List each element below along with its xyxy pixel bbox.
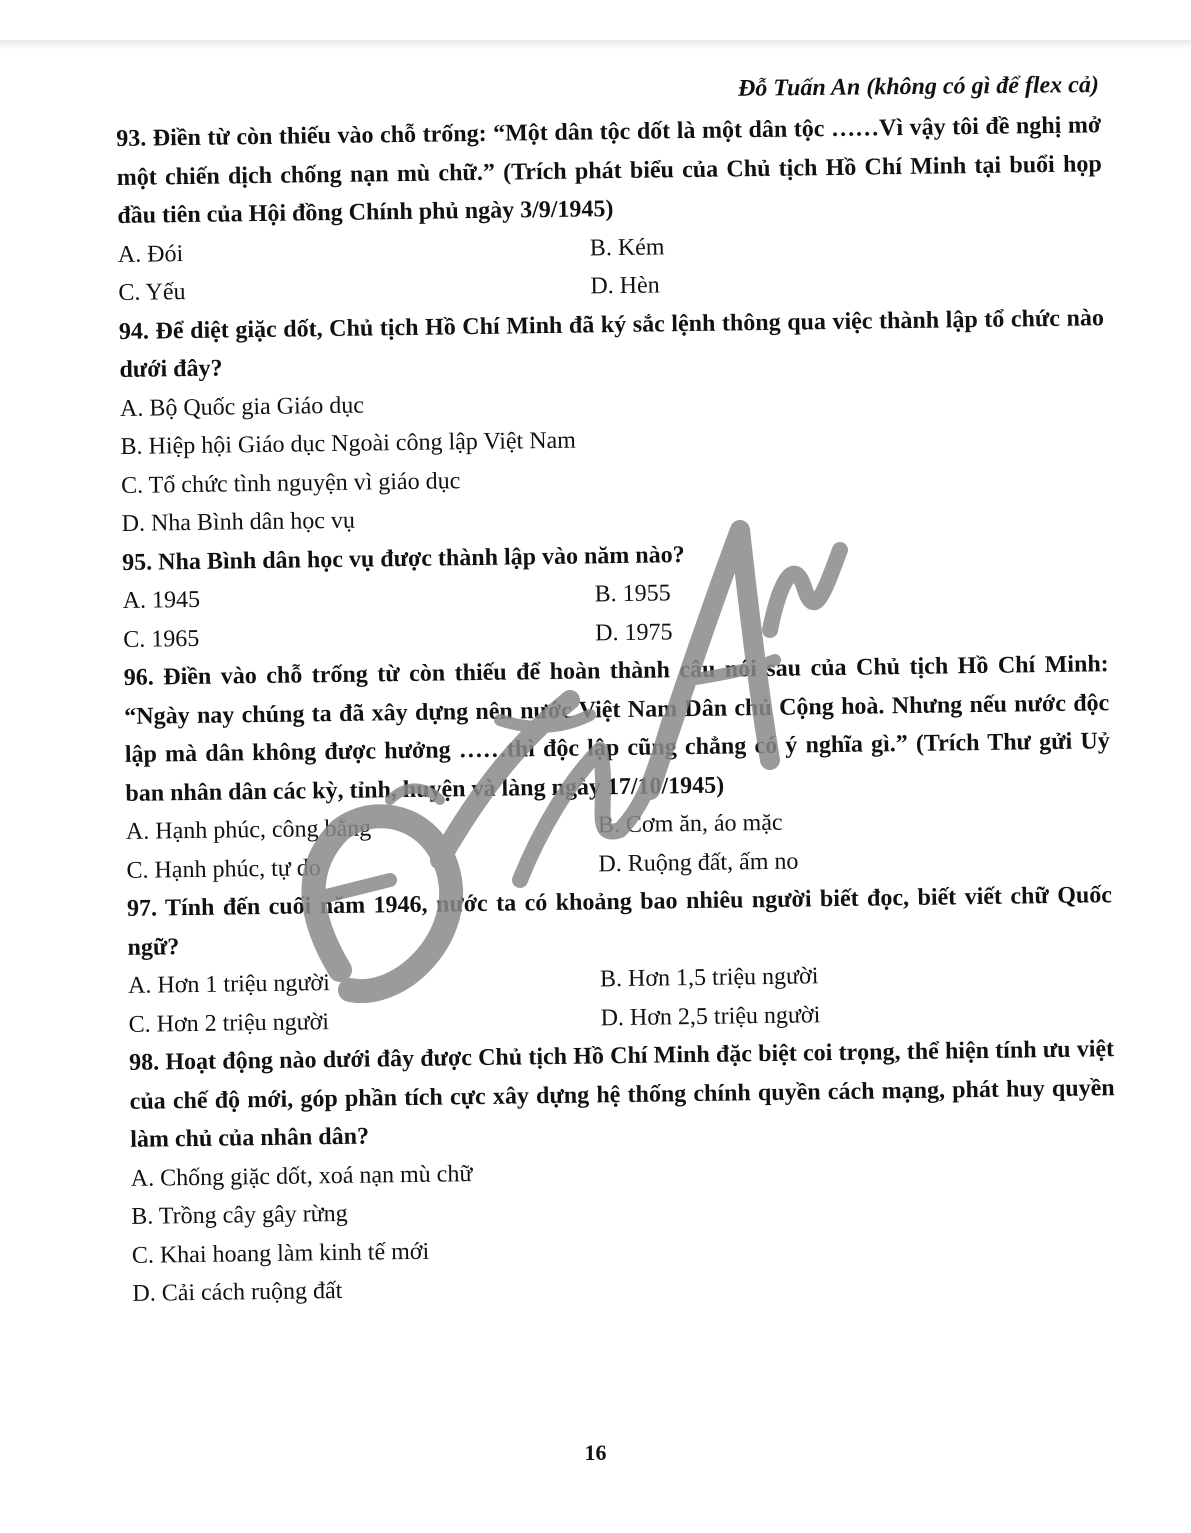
option-b: B. Hiệp hội Giáo dục Ngoài công lập Việt Nam (120, 427, 577, 460)
answer-options (128, 953, 1114, 1044)
question-98 (129, 1030, 1118, 1313)
option-c: C. 1965 (123, 625, 200, 653)
option-a: A. 1945 (122, 586, 201, 614)
question-97 (127, 876, 1114, 1044)
option-d: D. Nha Bình dân học vụ (121, 507, 356, 537)
option-a: A. Chống giặc dốt, xoá nạn mù chữ (130, 1160, 473, 1192)
question-text: 97. Tính đến cuối năm 1946, nước ta có khoảng bao nhiêu người biết đọc, biết viết chữ Quốc ngữ? (126, 882, 1113, 961)
option-a: A. Hạnh phúc, công bằng (125, 815, 372, 845)
option-b: B. Kém (589, 233, 665, 261)
option-b: B. Cơm ăn, áo mặc (597, 809, 783, 839)
page-number: 16 (584, 1440, 607, 1465)
question-text: 93. Điền từ còn thiếu vào chỗ trống: “Một dân tộc dốt là một dân tộc ……Vì vậy tôi đề nghị mở một chiến dịch chống nạn mù chữ.” (Trích phát biểu của Chủ tịch Hồ Chí Minh tại buổi họp đầu tiên của Hội đồng Chính phủ ngày 3/9/1945) (116, 112, 1102, 229)
answer-options (122, 568, 1108, 659)
option-d: D. Hơn 2,5 triệu người (600, 1001, 821, 1031)
option-c: C. Hơn 2 triệu người (128, 1008, 330, 1038)
option-d: D. Ruộng đất, ấm no (598, 848, 799, 877)
option-c: C. Hạnh phúc, tự do (126, 854, 321, 884)
option-c: C. Yếu (118, 279, 186, 306)
question-text: 98. Hoạt động nào dưới đây được Chủ tịch Hồ Chí Minh đặc biệt coi trọng, thể hiện tính ưu việt của chế độ mới, góp phần tích cực xây dựng hệ thống chính quyền cách mạng, phát huy quyền làm chủ của nhân dân? (128, 1036, 1115, 1153)
question-96 (124, 645, 1112, 890)
question-list (116, 106, 1118, 1313)
option-d: D. Cải cách ruộng đất (132, 1277, 343, 1307)
option-d: D. Hèn (590, 272, 660, 300)
question-94 (119, 299, 1107, 544)
option-c: C. Khai hoang làm kinh tế mới (131, 1238, 430, 1269)
question-text: 95. Nha Bình dân học vụ được thành lập vào năm nào? (121, 541, 685, 576)
option-b: B. 1955 (594, 580, 671, 608)
question-93 (116, 106, 1104, 312)
option-b: B. Trồng cây gây rừng (131, 1200, 348, 1230)
option-b: B. Hơn 1,5 triệu người (599, 963, 819, 993)
option-d: D. 1975 (595, 618, 673, 646)
answer-options (120, 376, 1107, 544)
question-text: 96. Điền vào chỗ trống từ còn thiếu để hoàn thành câu nói sau của Chủ tịch Hồ Chí Minh: “Ngày nay chúng ta đã xây dựng nên nước Việt Nam Dân chủ Cộng hoà. Nhưng nếu nước độc lập mà dân không được hưởng ……thì độc lập cũng chẳng có ý nghĩa gì.” (Trích Thư gửi Uỷ ban nhân dân các kỳ, tỉnh, huyện và làng ngày 17/10/1945) (123, 651, 1110, 807)
answer-options (131, 1146, 1118, 1314)
question-95 (122, 530, 1109, 659)
option-a: A. Bộ Quốc gia Giáo dục (119, 392, 365, 422)
page-header-author: Đỗ Tuấn An (không có gì để flex cả) (737, 72, 1100, 102)
answer-options (118, 222, 1104, 313)
option-a: A. Hơn 1 triệu người (127, 970, 330, 999)
question-text: 94. Để diệt giặc dốt, Chủ tịch Hồ Chí Minh đã ký sắc lệnh thông qua việc thành lập tổ chức nào dưới đây? (118, 304, 1105, 383)
option-a: A. Đói (117, 240, 184, 268)
option-c: C. Tổ chức tình nguyện vì giáo dục (120, 467, 461, 499)
answer-options (126, 799, 1112, 890)
top-page-edge (0, 40, 1191, 50)
